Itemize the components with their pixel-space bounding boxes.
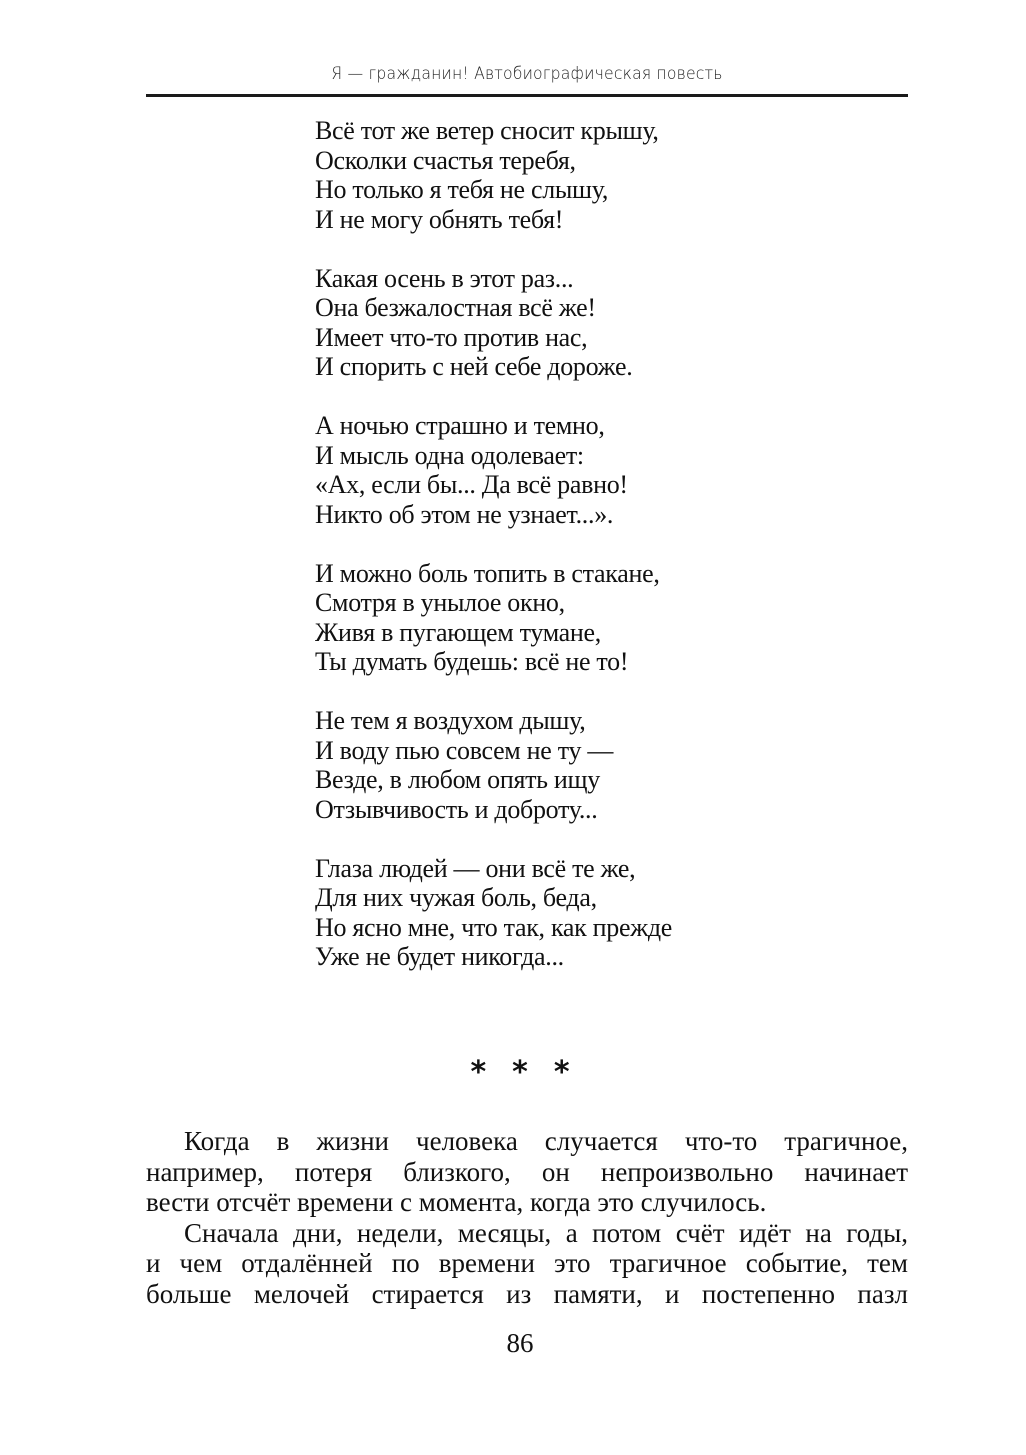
poem-line: И воду пью совсем не ту —	[315, 735, 614, 765]
page-number: 86	[506, 1328, 534, 1358]
prose-line: и чем отдалённей по времени это трагичное событие, тем	[146, 1248, 908, 1278]
poem-line: Глаза людей — они всё те же,	[315, 853, 636, 883]
poem	[315, 116, 672, 972]
prose-body	[146, 1126, 908, 1309]
poem-line: Всё тот же ветер сносит крышу,	[315, 116, 659, 145]
poem-line: Смотря в унылое окно,	[315, 588, 565, 617]
poem-stanza	[315, 264, 672, 382]
poem-line: Везде, в любом опять ищу	[315, 765, 600, 794]
poem-stanza	[315, 116, 672, 234]
prose-line: Когда в жизни человека случается что-то трагичное,	[184, 1126, 908, 1156]
prose-line: Сначала дни, недели, месяцы, а потом счёт идёт на годы,	[184, 1217, 908, 1248]
prose-line: например, потеря близкого, он непроизвольно начинает	[146, 1156, 908, 1187]
prose-line: больше мелочей стирается из памяти, и постепенно пазл	[146, 1278, 908, 1309]
poem-line: Но ясно мне, что так, как прежде	[315, 912, 673, 942]
running-header: Я — гражданин! Автобиографическая повесть	[331, 64, 723, 84]
poem-line: Для них чужая боль, беда,	[315, 883, 597, 912]
poem-line: Не тем я воздухом дышу,	[315, 706, 586, 735]
poem-line: Она безжалостная всё же!	[315, 293, 596, 322]
poem-stanza	[315, 559, 672, 677]
poem-stanza	[315, 411, 672, 529]
poem-line: Живя в пугающем тумане,	[315, 617, 601, 647]
poem-line: Отзывчивость и доброту...	[315, 794, 598, 824]
poem-line: И спорить с ней себе дороже.	[315, 352, 633, 381]
poem-line: И не могу обнять тебя!	[315, 204, 564, 234]
section-break-asterisks: ***	[470, 1055, 596, 1090]
poem-line: А ночью страшно и темно,	[315, 411, 605, 440]
poem-line: Ты думать будешь: всё не то!	[315, 647, 629, 676]
poem-stanza	[315, 854, 672, 972]
poem-line: Но только я тебя не слышу,	[315, 175, 609, 204]
prose-paragraph	[146, 1126, 908, 1218]
prose-paragraph	[146, 1218, 908, 1310]
poem-line: Имеет что-то против нас,	[315, 322, 588, 352]
poem-line: Уже не будет никогда...	[315, 942, 564, 971]
poem-line: «Ах, если бы... Да всё равно!	[315, 470, 628, 499]
prose-line: вести отсчёт времени с момента, когда это случилось.	[146, 1187, 767, 1217]
poem-line: И можно боль топить в стакане,	[315, 558, 660, 588]
poem-line: И мысль одна одолевает:	[315, 440, 584, 470]
poem-line: Какая осень в этот раз...	[315, 263, 574, 293]
poem-stanza	[315, 706, 672, 824]
poem-line: Никто об этом не узнает...».	[315, 499, 614, 529]
header-rule	[146, 94, 908, 97]
poem-line: Осколки счастья теребя,	[315, 145, 576, 175]
